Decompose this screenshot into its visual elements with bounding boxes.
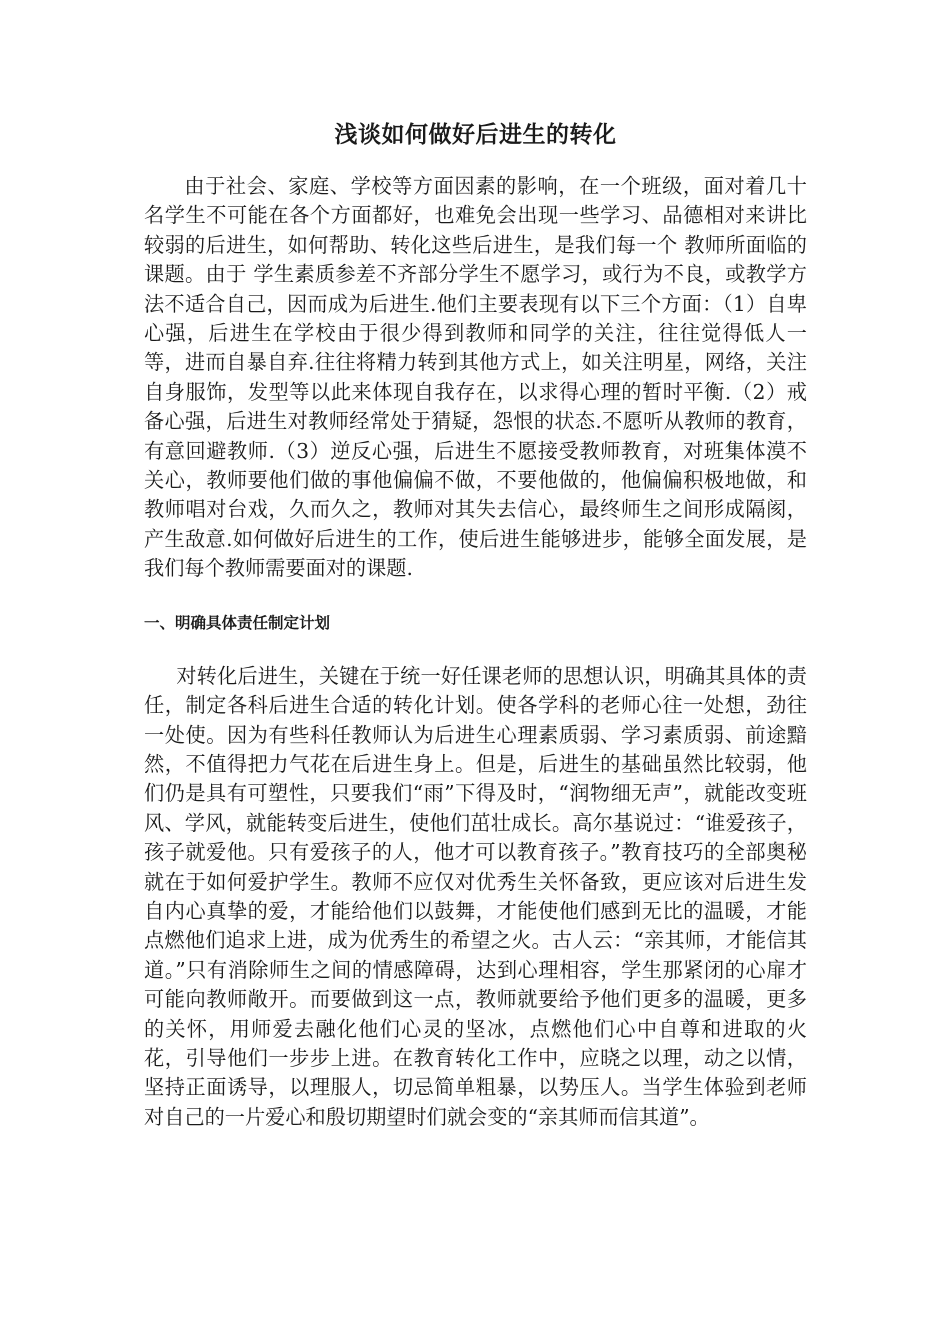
document-title: 浅谈如何做好后进生的转化 bbox=[334, 122, 617, 148]
intro-paragraph: 由于社会、家庭、学校等方面因素的影响，在一个班级，面对着几十名学生不可能在各个方面都好，也难免会出现一些学习、品德相对来讲比较弱的后进生，如何帮助、转化这些后进生，是我们每一个 教师所面临的课题。由于 学生素质参差不齐部分学生不愿学习，或行为不良，或教学方法不适合自己，因而成为后进生.他们主要表现有以下三个方面：（1）自卑心强，后进生在学校由于很少得到教师和同学的关注，往往觉得低人一等，进而自暴自弃.往往将精力转到其他方式上，如关注明星，网络，关注自身服饰，发型等以此来体现自我存在，以求得心理的暂时平衡.（2）戒备心强，后进生对教师经常处于猜疑，怨恨的状态.不愿听从教师的教育，有意回避教师.（3）逆反心强，后进生不愿接受教师教育，对班集体漠不关心，教师要他们做的事他偏偏不做，不要他做的，他偏偏积极地做，和教师唱对台戏，久而久之，教师对其失去信心，最终师生之间形成隔阂，产生敌意.如何做好后进生的工作，使后进生能够进步，能够全面发展，是我们每个教师需要面对的课题. bbox=[144, 174, 807, 581]
section-paragraph: 对转化后进生，关键在于统一好任课老师的思想认识，明确其具体的责任，制定各科后进生合适的转化计划。使各学科的老师心往一处想，劲往一处使。因为有些科任教师认为后进生心理素质弱、学习素质弱、前途黯然，不值得把力气花在后进生身上。但是，后进生的基础虽然比较弱，他们仍是具有可塑性，只要我们“雨”下得及时，“润物细无声”，就能改变班风、学风，就能转变后进生，使他们茁壮成长。高尔基说过：“谁爱孩子，孩子就爱他。只有爱孩子的人，他才可以教育孩子。”教育技巧的全部奥秘就在于如何爱护学生。教师不应仅对优秀生关怀备致，更应该对后进生发自内心真挚的爱，才能给他们以鼓舞，才能使他们感到无比的温暖，才能点燃他们追求上进，成为优秀生的希望之火。古人云：“亲其师，才能信其道。”只有消除师生之间的情感障碍，达到心理相容，学生那紧闭的心扉才可能向教师敞开。而要做到这一点，教师就要给予他们更多的温暖，更多的关怀，用师爱去融化他们心灵的坚冰，点燃他们心中自尊和进取的火花，引导他们一步步上进。在教育转化工作中，应晓之以理，动之以情，坚持正面诱导，以理服人，切忌简单粗暴，以势压人。当学生体验到老师对自己的一片爱心和殷切期望时们就会变的“亲其师而信其道”。 bbox=[144, 663, 807, 1129]
section-heading: 一、明确具体责任制定计划 bbox=[144, 613, 331, 632]
document-body bbox=[144, 118, 807, 1132]
